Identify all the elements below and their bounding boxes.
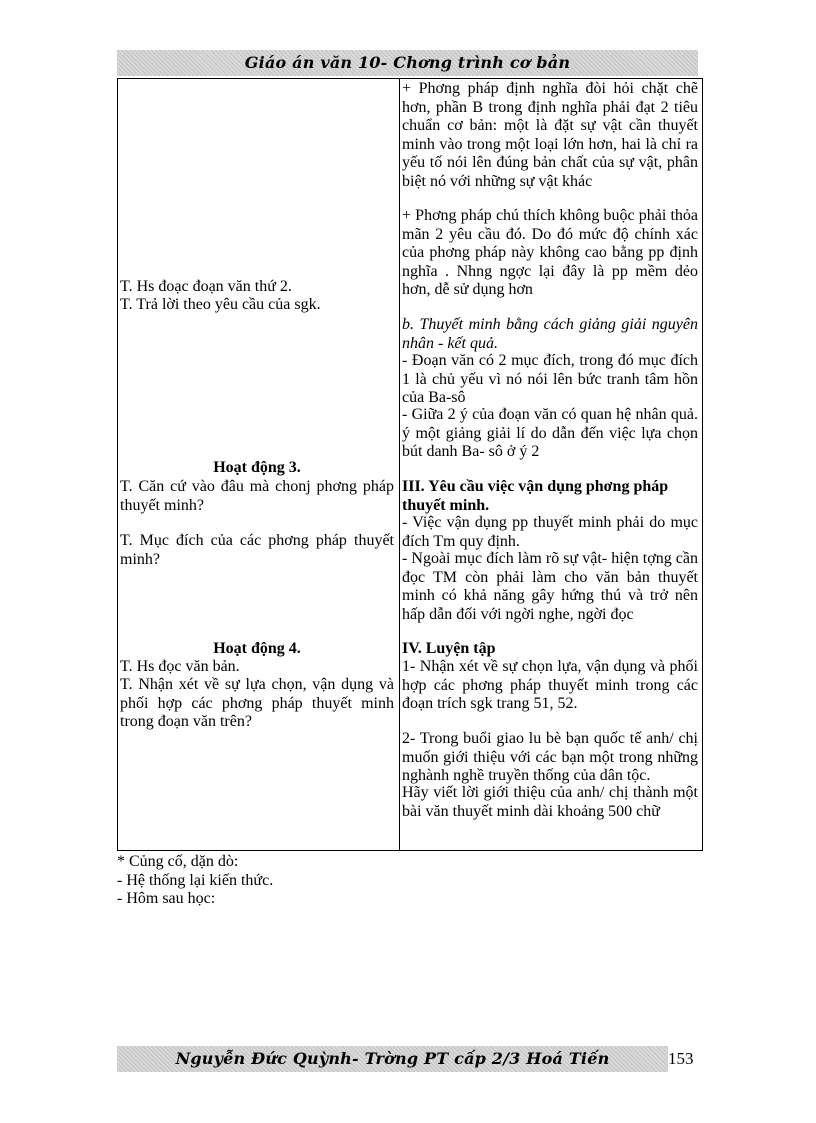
section-3-point-2: - Ngoài mục đích làm rõ sự vật- hiện tợng cần đọc TM còn phải làm cho văn bản thuyết minh có khả năng gây hứng thú và trở nên hấp dẫn đối với ngời nghe, ngời đọc: [402, 550, 698, 623]
activity3-question-purpose: T. Mục đích của các phơng pháp thuyết minh?: [120, 532, 394, 568]
activity4-heading: Hoạt động 4.: [213, 640, 301, 657]
section-4-title: IV. Luyện tập: [402, 640, 496, 657]
footer-author: Nguyễn Đức Quỳnh- Trờng PT cấp 2/3 Hoá Tiến: [175, 1049, 610, 1068]
lesson-table: [117, 78, 703, 851]
consolidation-heading: * Củng cố, dặn dò:: [117, 853, 239, 870]
section-3-title: III. Yêu cầu việc vận dụng phơng pháp thuyết minh.: [402, 478, 669, 514]
section-b-point-2: - Giữa 2 ý của đoạn văn có quan hệ nhân quả. ý một giảng giải lí do dẫn đến việc lựa chọn bút danh Ba- sô ở ý 2: [402, 406, 698, 460]
review-note: - Hệ thống lại kiến thức.: [117, 871, 274, 889]
header-band: [117, 50, 698, 76]
definition-method-paragraph: + Phơng pháp định nghĩa đòi hỏi chặt chẽ hơn, phần B trong định nghĩa phải đạt 2 tiêu chuẩn cơ bản: một là đặt sự vật cần thuyết minh vào trong một loại lớn hơn, hai là chỉ ra yếu tố nói lên đúng bản chất của sự vật, phân biệt nó với những sự vật khác: [402, 80, 698, 190]
activity4-read: T. Hs đọc văn bản.: [120, 658, 240, 675]
closing-notes: [117, 853, 273, 909]
task-answer: T. Trả lời theo yêu cầu của sgk.: [120, 296, 321, 313]
teacher-activity-column: [118, 79, 400, 851]
footer-band: [117, 1046, 668, 1072]
section-3-point-1: - Việc vận dụng pp thuyết minh phải do mục đích Tm quy định.: [402, 514, 698, 550]
annotation-method-paragraph: + Phơng pháp chú thích không buộc phải thỏa mãn 2 yêu cầu đó. Do đó mức độ chính xác của phơng pháp này không cao bằng pp định nghĩa . Nhng ngợc lại đây là pp mềm dẻo hơn, dễ sử dụng hơn: [402, 207, 698, 298]
section-b-point-1: - Đoạn văn có 2 mục đích, trong đó mục đích 1 là chủ yếu vì nó nói lên bức tranh tâm hồn của Ba-sô: [402, 352, 698, 406]
activity3-question-basis: T. Căn cứ vào đâu mà chonj phơng pháp thuyết minh?: [120, 478, 394, 514]
activity4-question: T. Nhận xét về sự lựa chọn, vận dụng và phối hợp các phơng pháp thuyết minh trong đoạn văn trên?: [120, 676, 394, 730]
exercise-1: 1- Nhận xét về sự chọn lựa, vận dụng và phối hợp các phơng pháp thuyết minh trong các đoạn trích sgk trang 51, 52.: [402, 658, 698, 712]
header-title: Giáo án văn 10- Chơng trình cơ bản: [244, 53, 571, 72]
next-lesson-note: - Hôm sau học:: [117, 890, 216, 907]
exercise-2: 2- Trong buổi giao lu bè bạn quốc tế anh/ chị muốn giới thiệu với các bạn một trong những nghành nghề truyền thống của dân tộc.: [402, 730, 698, 784]
table-row: [118, 79, 703, 851]
task-read-paragraph: T. Hs đoạc đoạn văn thứ 2.: [120, 278, 292, 295]
content-column: [400, 79, 703, 851]
page-number: 153: [668, 1049, 694, 1068]
activity3-heading: Hoạt động 3.: [213, 459, 301, 476]
exercise-2-task: Hãy viết lời giới thiệu của anh/ chị thành một bài văn thuyết minh dài khoảng 500 chữ: [402, 784, 698, 820]
section-b-title: b. Thuyết minh bằng cách giảng giải nguyên nhân - kết quả.: [402, 316, 698, 352]
